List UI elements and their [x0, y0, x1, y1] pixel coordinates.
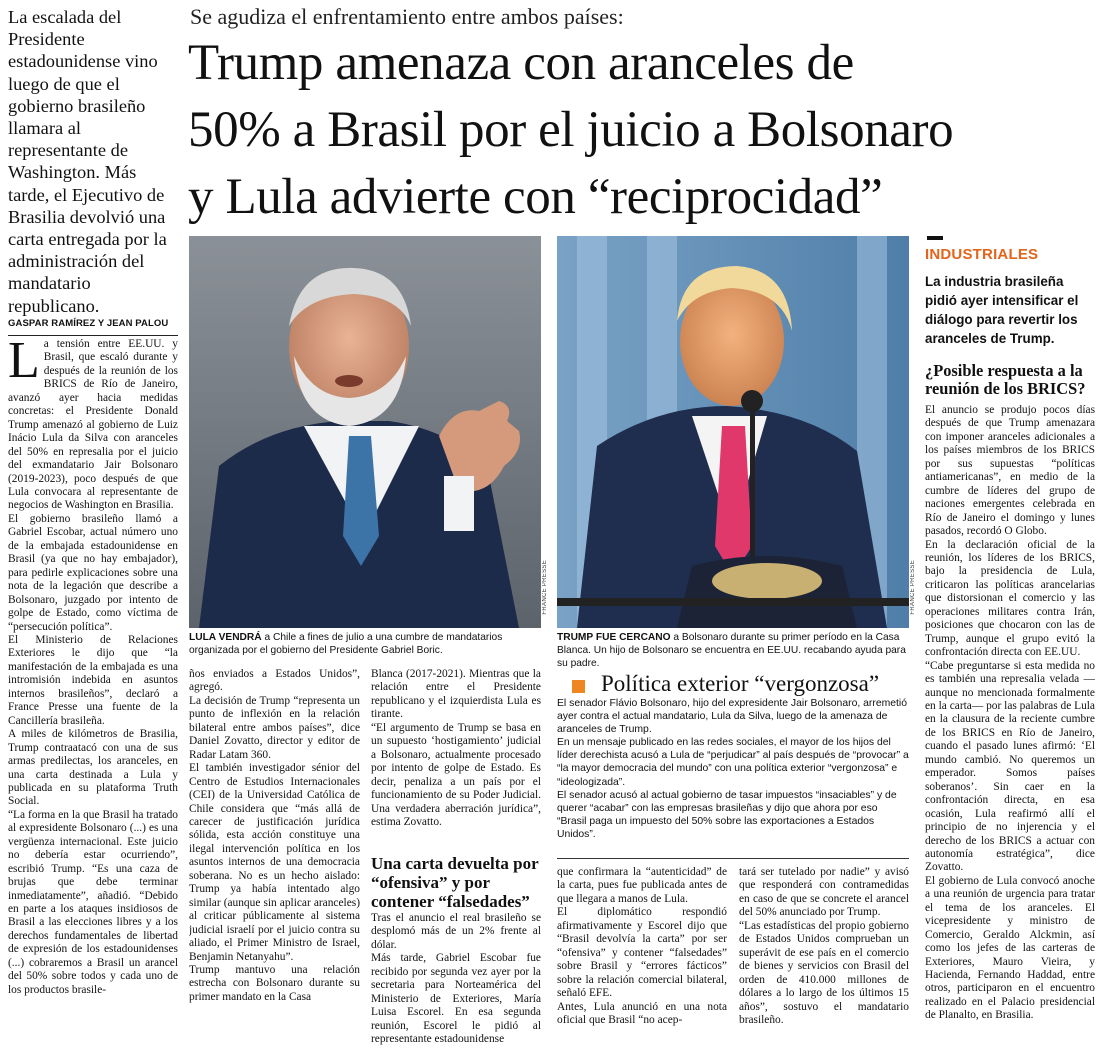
body-column-4: que confirmara la “autenticidad” de la carta, pues fue publicada antes de que llegara a manos de Lula. El diplomático respondió afirmativamente y Escorel dijo que “Brasil devolvía la carta” por ser “ofensiva” y contener “falsedades” sobre Brasil y “errores fácticos” sobre la relación comercial bilateral, señaló EFE. Antes, Lula anunció en una nota oficial que Brasil “no acep-: [557, 866, 727, 1026]
sidebar-tag-bar: [927, 236, 943, 240]
caption-left-bold: LULA VENDRÁ: [189, 632, 262, 643]
subhead-carta-devuelta: Una carta devuelta por “ofensiva” y por contener “falsedades”: [371, 854, 539, 911]
caption-left-text: a Chile a fines de julio a una cumbre de mandatarios organizada por el gobierno del Presidente Gabriel Boric.: [189, 632, 503, 656]
article-intro: La escalada del Presidente estadounidense vino luego de que el gobierno brasileño llamara al representante de Washington. Más tarde, el Ejecutivo de Brasilia devolvió una carta entregada por la administración del mandatario republicano.: [8, 7, 167, 316]
body-column-3-top: Blanca (2017-2021). Mientras que la relación entre el Presidente republicano y el izquierdista Lula es tirante. “El argumento de Trump se basa en un supuesto ‘hostigamiento’ judicial a Bolsonaro, actualmente procesado por intento de golpe de Estado. Es decir, penaliza a un país por el funcionamiento de su Poder Judicial. Una verdadera aberración jurídica”, estima Zovatto.: [371, 668, 541, 828]
section-marker-square: [572, 680, 585, 693]
body-column-5: tará ser tutelado por nadie” y avisó que responderá con contramedidas en caso de que se concrete el arancel del 50% anunciado por Trump. “Las estadísticas del propio gobierno de Estados Unidos comprueban un superávit de ese país en el comercio de bienes y servicios con Brasil del orden de 410.000 millones de dólares a lo largo de los últimos 15 años”, sostuvo el mandatario brasileño.: [739, 866, 909, 1026]
caption-right-text: a Bolsonaro durante su primer período en la Casa Blanca. Un hijo de Bolsonaro se encuentra en EE.UU. recabando ayuda para su padre.: [557, 632, 906, 669]
body-column-2: ños enviados a Estados Unidos”, agregó. La decisión de Trump “representa un punto de inflexión en la relación bilateral entre ambos países”, dice Daniel Zovatto, director y editor de Radar Latam 360. El también investigador sénior del Centro de Estudios Internacionales (CEI) de la Universidad Católica de Chile considera que “más allá de carecer de justificación jurídica sólida, esta acción constituye una ilegal intervención política en los asuntos internos de una democracia soberana. No es un hecho aislado: Trump ya había intentado algo similar (aunque sin aplicar aranceles) al criticar públicamente al sistema judicial israelí por el juicio contra su aliado, el Primer Ministro de Israel, Benjamin Netanyahu”. Trump mantuvo una relación estrecha con Bolsonaro durante su primer mandato en la Casa: [189, 668, 360, 1003]
sidebar-lead: La industria brasileña pidió ayer intensificar el diálogo para revertir los aranceles de Trump.: [925, 274, 1079, 346]
body-text-1a: a tensión entre EE.UU. y Brasil, que escaló durante y después de la reunión de los BRICS de Río de Janeiro, avanzó ayer hacia medidas concretas: el Presidente Donald Trump amenazó al gobierno de Luiz Inácio Lula da Silva con aranceles del 50% en represalia por el juicio del exmandatario Jair Bolsonaro (2019-2023), poco después de que Lula convocara al representante de negocios de Washington en Brasilia.: [8, 338, 178, 512]
politica-body: El senador Flávio Bolsonaro, hijo del expresidente Jair Bolsonaro, arremetió ayer contra el actual mandatario, Lula da Silva, luego de la amenaza de aranceles de Trump. En un mensaje publicado en las redes sociales, el mayor de los hijos del líder derechista acusó a Lula de “perjudicar” al país después de “provocar” a “la mayor democracia del mundo” con una política exterior “vergonzosa” e “ideologizada”. El senador acusó al actual gobierno de tasar impuestos “insaciables” y de querer “acabar” con las empresas brasileñas y dijo que ahora por eso “Brasil paga un impuesto del 50% sobre las exportaciones a Estados Unidos”.: [557, 698, 909, 840]
sidebar-tag: INDUSTRIALES: [925, 246, 1039, 263]
body-text-1b: El gobierno brasileño llamó a Gabriel Escobar, actual número uno de la embajada estadounidense en Brasil (ya que no hay embajador), para pedirle explicaciones sobre una nota de la legación que describe a Bolsonaro, juzgado por intento de golpe de Estado, como víctima de “persecución política”. El Ministerio de Relaciones Exteriores le dijo que “la manifestación de la embajada es una intromisión indebida en asuntos internos brasileños”, declaró a France Presse una fuente de la Cancillería brasileña. A miles de kilómetros de Brasilia, Trump contraatacó con una de sus armas predilectas, los aranceles, en una carta destinada a Lula y publicada en su plataforma Truth Social. “La forma en la que Brasil ha tratado al expresidente Bolsonaro (...) es una vergüenza internacional. Este juicio no debería estar ocurriendo”, escribió Trump. “Es una caza de brujas que debe terminar inmediatamente”, añadió. “Debido en parte a los ataques insidiosos de Brasil a las elecciones libres y a los derechos fundamentales de libertad de expresión de los estadounidenses (...) cobraremos a Brasil un arancel del 50% sobre todos y cada uno de los productos brasile-: [8, 512, 178, 996]
drop-cap: L: [8, 338, 40, 389]
sidebar-subhead: ¿Posible respuesta a la reunión de los BRICS?: [925, 361, 1086, 398]
body-column-1: [8, 338, 178, 1050]
photo-lula: [189, 236, 541, 628]
trump-photo-illustration: [557, 236, 909, 628]
article-kicker: Se agudiza el enfrentamiento entre ambos países:: [190, 4, 624, 29]
section-title-politica: Política exterior “vergonzosa”: [601, 671, 880, 696]
photo-credit-right: FRANCE PRESSE: [910, 560, 916, 615]
article-headline: Trump amenaza con aranceles de 50% a Brasil por el juicio a Bolsonaro y Lula advierte con “reciprocidad”: [188, 35, 954, 225]
photo-trump: [557, 236, 909, 628]
caption-left: [189, 631, 539, 657]
section-divider: [557, 858, 909, 859]
caption-right-bold: TRUMP FUE CERCANO: [557, 632, 671, 643]
sidebar-body: El anuncio se produjo pocos días después de que Trump amenazara con imponer aranceles adicionales a los países miembros de los BRICS por sus supuestas “políticas antiamericanas”, en medio de la cumbre de líderes del grupo de naciones emergentes celebrada en Río de Janeiro el domingo y lunes pasados, recordó O Globo. En la declaración oficial de la reunión, los líderes de los BRICS, bajo la presidencia de Lula, criticaron las políticas arancelarias que distorsionan el comercio y las operaciones militares contra Irán, posiciones que chocaron con las de Trump, aunque el grupo evitó la confrontación directa con EE.UU. “Cabe preguntarse si esta medida no es también una represalia velada —aunque no mencionada formalmente en la carta— por las palabras de Lula en la clausura de la reciente cumbre de los BRICS en Río de Janeiro, cuando el pasado lunes afirmó: ‘El mundo cambió. No queremos un emperador. Somos países soberanos’. Sin caer en la confrontación directa, en esa ocasión, Lula reafirmó allí el principio de no injerencia y el derecho de los BRICS a actuar con autonomía estratégica”, dice Zovatto. El gobierno de Lula convocó anoche a una reunión de urgencia para tratar el tema de los aranceles. El vicepresidente y ministro de Comercio, Geraldo Alckmin, así como los jefes de las carteras de Exteriores, Mauro Vieira, y Hacienda, Fernando Haddad, entre otros, participaron en el encuentro realizado en el Palacio presidencial de Planalto, en Brasilia.: [925, 404, 1095, 1022]
photo-credit-left: FRANCE PRESSE: [542, 560, 548, 615]
body-column-3-bottom: Tras el anuncio el real brasileño se desplomó más de un 2% frente al dólar. Más tarde, Gabriel Escobar fue recibido por segunda vez ayer por la secretaria para Norteamérica del Ministerio de Exteriores, María Luisa Escorel. En esa segunda reunión, Escorel le pidió al representante estadounidense: [371, 912, 541, 1046]
caption-right: [557, 631, 909, 670]
byline: GASPAR RAMÍREZ Y JEAN PALOU: [8, 318, 178, 336]
lula-photo-illustration: [189, 236, 541, 628]
